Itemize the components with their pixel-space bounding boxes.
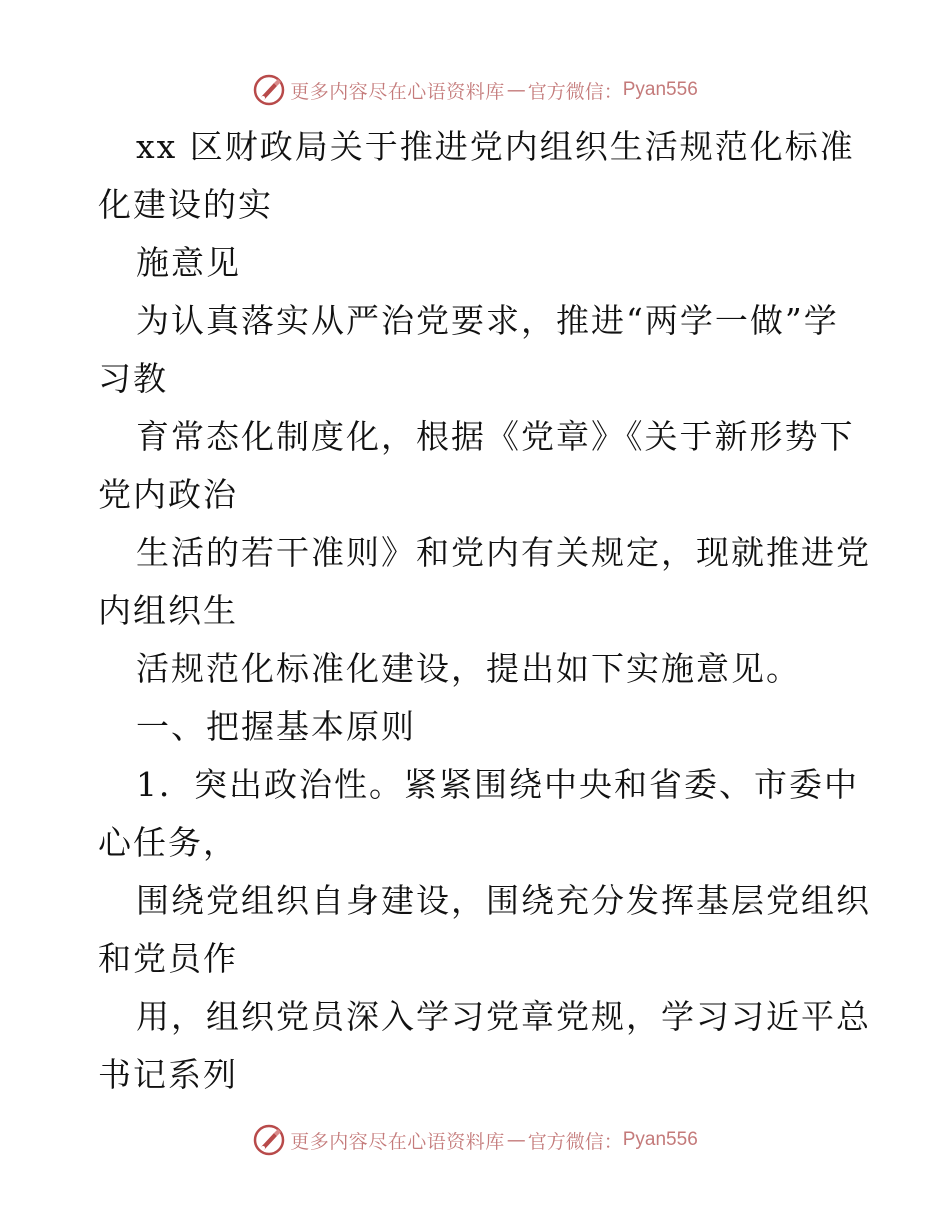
text-line: 一、把握基本原则 xyxy=(136,707,416,746)
watermark-footer xyxy=(0,1120,950,1160)
watermark-brand: 更多内容尽在心语资料库 xyxy=(290,80,505,103)
pen-logo-icon xyxy=(252,73,286,107)
text-line: 和党员作 xyxy=(98,939,238,978)
text-line: 党内政治 xyxy=(98,475,238,514)
text-line: 书记系列 xyxy=(98,1055,238,1094)
watermark-dash: — xyxy=(506,79,526,101)
text-line: 施意见 xyxy=(136,243,241,282)
text-line: 围绕党组织自身建设，围绕充分发挥基层党组织 xyxy=(136,881,871,920)
text-line: 用，组织党员深入学习党章党规，学习习近平总 xyxy=(136,997,871,1036)
pen-logo-icon xyxy=(252,1123,286,1157)
text-line: 活规范化标准化建设，提出如下实施意见。 xyxy=(136,649,801,688)
text-line: 心任务， xyxy=(98,823,238,862)
text-line: 为认真落实从严治党要求，推进“两学一做”学 xyxy=(136,301,839,340)
text-line: 习教 xyxy=(98,359,168,398)
watermark-header xyxy=(0,70,950,110)
watermark-account: Pyan556 xyxy=(622,1129,698,1150)
watermark-label: 官方微信： xyxy=(527,80,623,103)
document-body xyxy=(98,118,871,1104)
text-line: 育常态化制度化，根据《党章》《关于新形势下 xyxy=(136,417,855,456)
watermark-account: Pyan556 xyxy=(622,79,698,100)
text-line: 生活的若干准则》和党内有关规定，现就推进党 xyxy=(136,533,871,572)
watermark-brand: 更多内容尽在心语资料库 xyxy=(290,1130,505,1153)
text-line: 1．突出政治性。紧紧围绕中央和省委、市委中 xyxy=(136,765,859,804)
watermark-label: 官方微信： xyxy=(527,1130,623,1153)
text-line: 化建设的实 xyxy=(98,185,273,224)
text-line: 内组织生 xyxy=(98,591,238,630)
watermark-dash: — xyxy=(506,1129,526,1151)
text-line: xx 区财政局关于推进党内组织生活规范化标准 xyxy=(136,127,855,166)
